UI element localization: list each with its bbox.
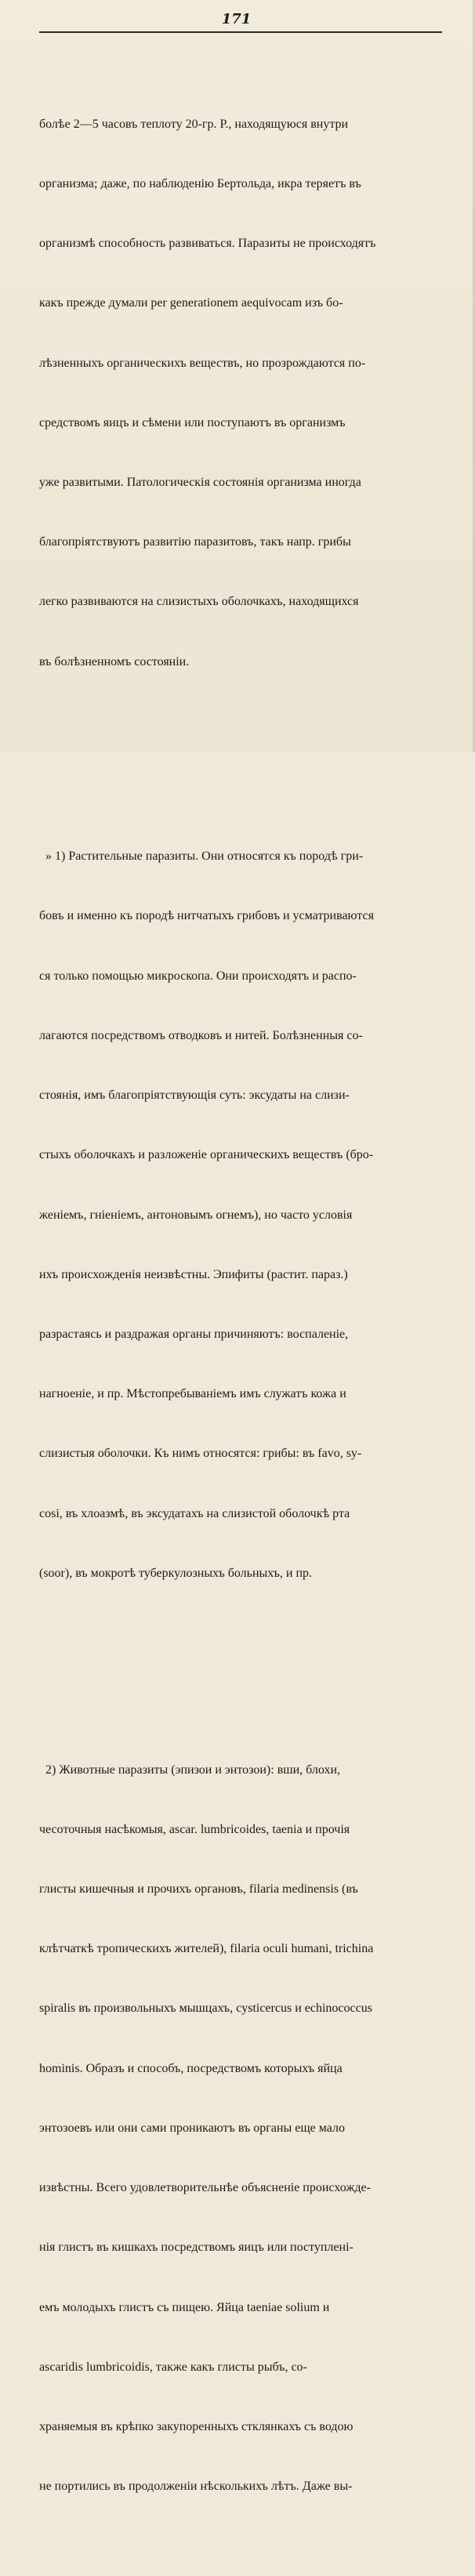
text-line: организма; даже, по наблюденію Бертольда, икра теряетъ въ — [39, 176, 361, 190]
text-line: нія глистъ въ кишкахъ посредствомъ яицъ или поступлені- — [39, 2241, 354, 2255]
paragraph-spacer — [39, 1663, 447, 1680]
paragraph-3 — [39, 1720, 447, 2537]
text-line: ся только помощью микроскопа. Они происходятъ и распо- — [39, 969, 357, 983]
text-line: (soor), въ мокротѣ туберкулозныхъ больныхъ, и пр. — [39, 1566, 313, 1580]
text-line: глисты кишечныя и прочихъ органовъ, filaria medinensis (въ — [39, 1882, 358, 1896]
text-line: легко развиваются на слизистыхъ оболочкахъ, находящихся — [39, 595, 359, 609]
text-line: лѣзненныхъ органическихъ веществъ, но прозрождаются по- — [39, 356, 366, 370]
text-line: средствомъ яицъ и сѣмени или поступаютъ въ организмъ — [39, 415, 346, 429]
text-line: храняемыя въ крѣпко закупоренныхъ стклянкахъ съ водою — [39, 2419, 354, 2433]
paragraph-1 — [39, 74, 447, 712]
text-line: стыхъ оболочкахъ и разложеніе органическихъ веществъ (бро- — [39, 1148, 374, 1162]
text-line: нагноеніе, и пр. Мѣстопребываніемъ имъ служатъ кожа и — [39, 1387, 346, 1401]
header-rule — [39, 31, 442, 33]
text-line: spiralis въ произвольныхъ мышцахъ, cysticercus и echinococcus — [39, 2002, 372, 2016]
text-line: hominis. Образъ и способъ, посредствомъ которыхъ яйца — [39, 2061, 343, 2075]
paragraph-spacer — [39, 752, 447, 767]
text-line: благопріятствуютъ развитію паразитовъ, такъ напр. грибы — [39, 535, 351, 549]
text-line: лагаются посредствомъ отводковъ и нитей. Болѣзненныя со- — [39, 1028, 363, 1042]
text-line: стоянія, имъ благопріятствующія суть: эксудаты на слизи- — [39, 1089, 350, 1103]
page-number: 171 — [221, 11, 252, 27]
text-line: энтозоевъ или они сами проникаютъ въ органы еще мало — [39, 2121, 345, 2135]
text-line: слизистыя оболочки. Къ нимъ относятся: грибы: въ favo, sy- — [39, 1447, 362, 1461]
text-line: cosi, въ хлоазмѣ, въ эксудатахъ на слизистой оболочкѣ рта — [39, 1506, 350, 1520]
text-line: ascaridis lumbricoidis, также какъ глисты рыбъ, со- — [39, 2360, 307, 2374]
text-line: бовъ и именно къ породѣ нитчатыхъ грибовъ и усматриваются — [39, 909, 374, 923]
text-line: какъ прежде думали per generationem aequivocam изъ бо- — [39, 296, 343, 310]
page-body — [39, 34, 447, 2576]
text-line: не портились въ продолженіи нѣсколькихъ лѣтъ. Даже вы- — [39, 2480, 353, 2494]
text-line: » 1) Растительные паразиты. Они относятся къ породѣ гри- — [39, 850, 364, 864]
text-line: 2) Животные паразиты (эпизои и энтозои): вши, блохи, — [39, 1763, 341, 1777]
text-line: въ болѣзненномъ состояніи. — [39, 654, 190, 668]
text-line: женіемъ, гніеніемъ, антоновымъ огнемъ), но часто условія — [39, 1208, 353, 1222]
paragraph-2 — [39, 806, 447, 1623]
text-line: емъ молодыхъ глистъ съ пищею. Яйца taeniae solium и — [39, 2300, 330, 2314]
text-line: болѣе 2—5 часовъ теплоту 20-гр. Р., находящуюся внутри — [39, 117, 349, 131]
text-line: разрастаясь и раздражая органы причиняютъ: воспаленіе, — [39, 1328, 349, 1341]
text-line: уже развитыми. Патологическія состоянія организма иногда — [39, 475, 361, 489]
text-line: организмѣ способность развиваться. Паразиты не происходятъ — [39, 237, 376, 251]
text-line: извѣстны. Всего удовлетворительнѣе объясненіе происхожде- — [39, 2181, 371, 2195]
text-line: чесоточныя насѣкомыя, ascar. lumbricoides, taenia и прочія — [39, 1822, 350, 1836]
text-line: ихъ происхожденія неизвѣстны. Эпифиты (растит. параз.) — [39, 1267, 348, 1281]
text-line: клѣтчаткѣ тропическихъ жителей), filaria oculi humani, trichina — [39, 1942, 374, 1956]
